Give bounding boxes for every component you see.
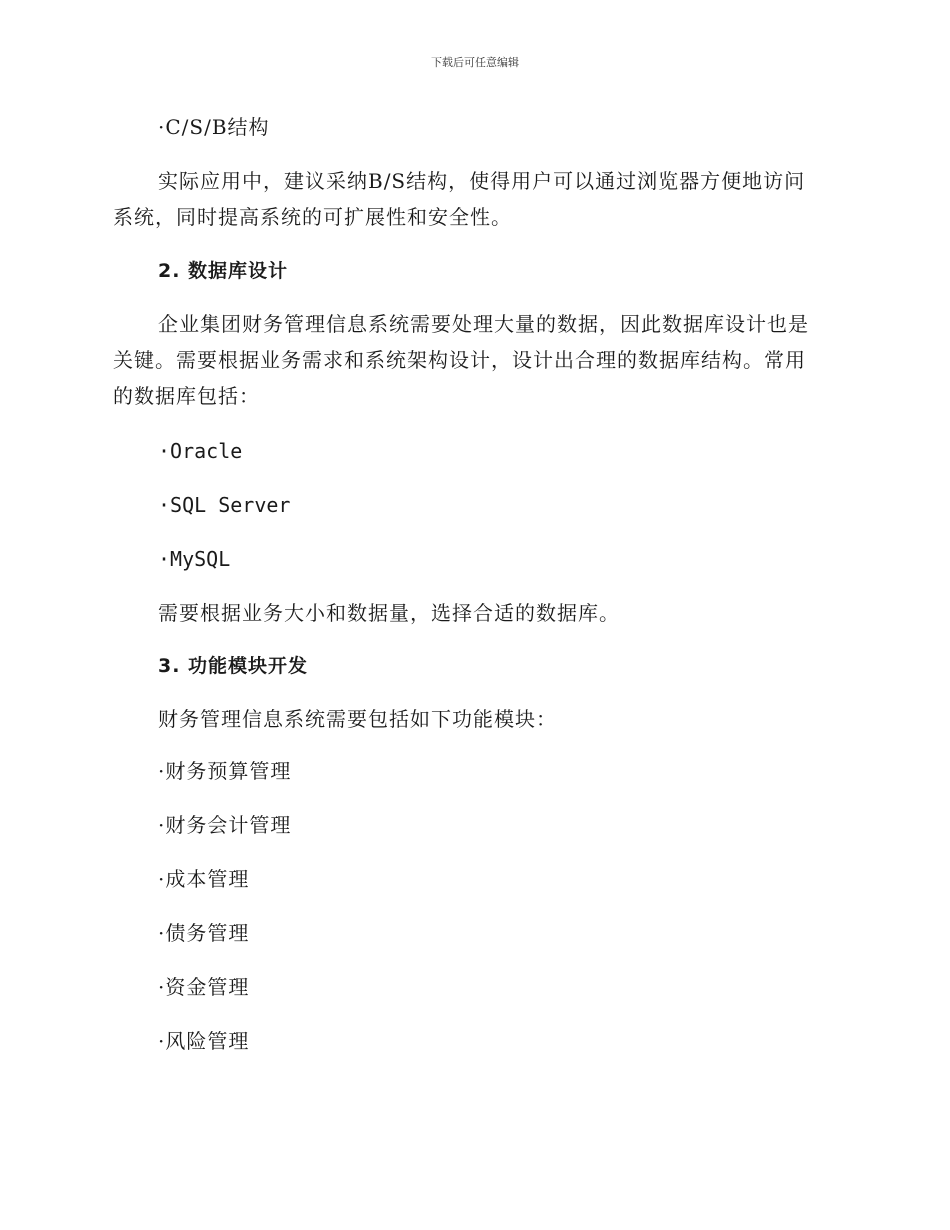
module-item: ·财务预算管理 (158, 759, 292, 783)
module-item: ·资金管理 (158, 975, 250, 999)
paragraph-line: 需要根据业务大小和数据量，选择合适的数据库。 (158, 601, 620, 625)
paragraph-line: 系统，同时提高系统的可扩展性和安全性。 (113, 205, 512, 229)
db-item-oracle: ·Oracle (158, 439, 243, 463)
db-item-sqlserver: ·SQL Server (158, 493, 291, 517)
paragraph-line: 的数据库包括： (113, 384, 260, 408)
module-item: ·财务会计管理 (158, 813, 292, 837)
module-item: ·风险管理 (158, 1029, 250, 1053)
db-item-mysql: ·MySQL (158, 547, 231, 571)
section-heading-modules: 3. 功能模块开发 (158, 655, 309, 677)
page-header: 下载后可任意编辑 (431, 56, 519, 69)
paragraph-line: 企业集团财务管理信息系统需要处理大量的数据，因此数据库设计也是 (158, 312, 809, 336)
paragraph-line: 财务管理信息系统需要包括如下功能模块： (158, 707, 557, 731)
paragraph-line: 实际应用中，建议采纳B/S结构，使得用户可以通过浏览器方便地访问 (158, 169, 806, 193)
paragraph-line: 关键。需要根据业务需求和系统架构设计，设计出合理的数据库结构。常用 (113, 348, 806, 372)
module-item: ·成本管理 (158, 867, 250, 891)
section-heading-database: 2. 数据库设计 (158, 260, 289, 282)
bullet-item-csb: ·C/S/B结构 (158, 115, 270, 139)
module-item: ·债务管理 (158, 921, 250, 945)
